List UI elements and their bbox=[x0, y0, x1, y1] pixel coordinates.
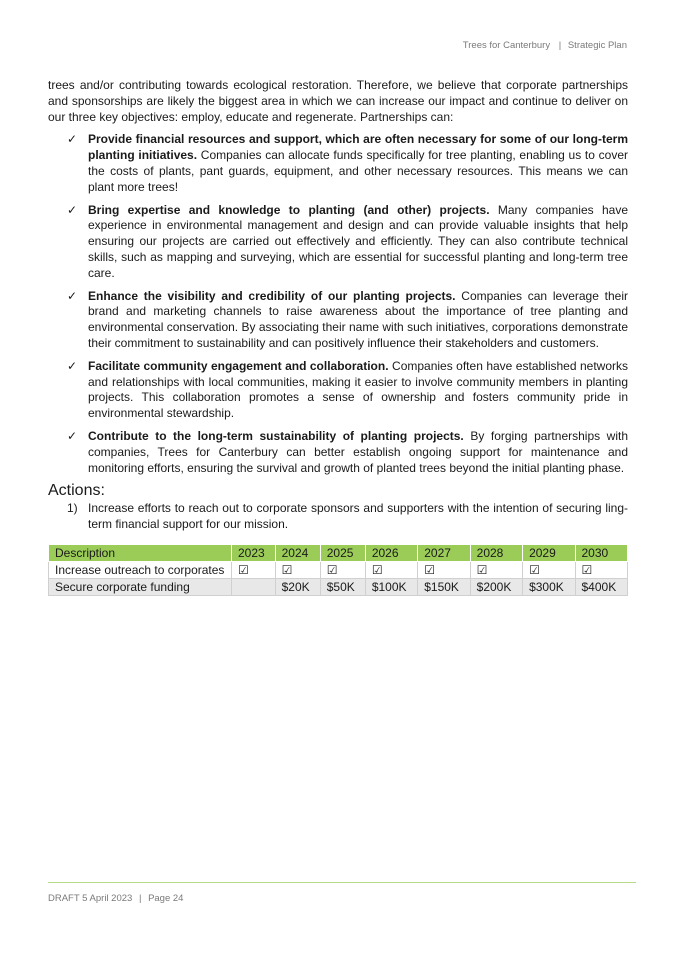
checkbox-icon: ☑ bbox=[418, 561, 470, 578]
table-cell: Increase outreach to corporates bbox=[49, 561, 232, 578]
table-cell: $200K bbox=[470, 578, 522, 595]
checkbox-icon: ☑ bbox=[232, 561, 276, 578]
table-cell: $300K bbox=[523, 578, 575, 595]
table-cell: $50K bbox=[320, 578, 365, 595]
page-header bbox=[463, 40, 627, 51]
checkmark-icon: ✓ bbox=[67, 358, 78, 373]
page-content bbox=[48, 78, 628, 596]
bullet-text: Companies can allocate funds specifically for tree planting, enabling us to cover the costs of plants, pant guards, equipment, and other necessary resources. This means we can plant more trees! bbox=[88, 148, 628, 194]
table-cell bbox=[232, 578, 276, 595]
bullet-text: By forging partnerships with companies, Trees for Canterbury can better establish ongoing support for maintenance and monitoring efforts, ensuring the survival and growth of planted trees beyond the initial planting phase. bbox=[88, 428, 629, 475]
table-header-cell: Description bbox=[49, 544, 232, 561]
list-item bbox=[48, 501, 628, 533]
bullet-bold: Enhance the visibility and credibility of our planting projects. bbox=[88, 288, 456, 303]
table-header-cell: 2026 bbox=[365, 544, 417, 561]
table-cell: $100K bbox=[365, 578, 417, 595]
checkbox-icon: ☑ bbox=[275, 561, 320, 578]
header-org: Trees for Canterbury bbox=[462, 40, 551, 51]
footer-draft-date: DRAFT 5 April 2023 bbox=[48, 893, 133, 904]
checkmark-icon: ✓ bbox=[67, 132, 78, 147]
bullet-text: Companies can leverage their brand and marketing channels to raise awareness about the importance of tree planting and environmental conservation. By associating their name with such initiatives, corporations demonstrate their commitment to sustainability and can positively influence their stakeholders and customers. bbox=[88, 288, 628, 350]
list-item bbox=[48, 289, 628, 352]
action-text: Increase efforts to reach out to corporate sponsors and supporters with the intention of securing ling-term financial support for our mission. bbox=[88, 501, 628, 531]
table-header-cell: 2027 bbox=[418, 544, 470, 561]
checkbox-icon: ☑ bbox=[365, 561, 417, 578]
checkbox-icon: ☑ bbox=[470, 561, 522, 578]
actions-table bbox=[48, 544, 628, 596]
list-item bbox=[48, 359, 628, 422]
table-header-cell: 2030 bbox=[575, 544, 628, 561]
table-cell: $20K bbox=[275, 578, 320, 595]
list-item bbox=[48, 132, 628, 195]
table-header-cell: 2024 bbox=[275, 544, 320, 561]
checkbox-icon: ☑ bbox=[320, 561, 365, 578]
checkbox-icon: ☑ bbox=[523, 561, 575, 578]
actions-list bbox=[48, 501, 628, 533]
table-cell: $150K bbox=[418, 578, 470, 595]
action-number: 1) bbox=[67, 501, 78, 516]
footer-page-number: Page 24 bbox=[148, 893, 184, 904]
checkbox-icon: ☑ bbox=[575, 561, 628, 578]
bullet-bold: Facilitate community engagement and collaboration. bbox=[88, 358, 389, 373]
partnership-benefits-list bbox=[48, 132, 628, 476]
actions-heading: Actions: bbox=[48, 482, 105, 500]
footer-separator: | bbox=[138, 893, 142, 904]
table-cell: $400K bbox=[575, 578, 628, 595]
checkmark-icon: ✓ bbox=[67, 288, 78, 303]
table-cell: Secure corporate funding bbox=[49, 578, 232, 595]
bullet-text: Many companies have experience in environmental management and design and can provide valuable insights that help ensuring our projects are carried out effectively and efficiently. They can also contribute technical skills, such as mapping and surveying, which are essential for successful planting and long-term tree care. bbox=[88, 202, 628, 280]
table-header-cell: 2023 bbox=[232, 544, 276, 561]
intro-paragraph: trees and/or contributing towards ecological restoration. Therefore, we believe that corporate partnerships and sponsorships are likely the biggest area in which we can increase our impact and continue to deliver on our three key objectives: employ, educate and regenerate. Partnerships can: bbox=[48, 78, 628, 124]
bullet-bold: Bring expertise and knowledge to planting (and other) projects. bbox=[88, 202, 490, 217]
bullet-bold: Contribute to the long-term sustainability of planting projects. bbox=[88, 428, 464, 443]
list-item bbox=[48, 429, 628, 476]
header-separator: | bbox=[558, 40, 562, 51]
table-header-row bbox=[49, 544, 628, 561]
table-header-cell: 2025 bbox=[320, 544, 365, 561]
header-doc-title: Strategic Plan bbox=[567, 40, 627, 51]
bullet-text: Companies often have established networks and relationships with local communities, making it easier to involve community members in planting projects. This collaboration promotes a sense of ownership and fosters community pride in environmental stewardship. bbox=[88, 358, 628, 421]
table-row bbox=[49, 578, 628, 595]
bullet-bold: Provide financial resources and support, which are often necessary for some of our long-term planting initiatives. bbox=[88, 132, 628, 163]
table-header-cell: 2029 bbox=[523, 544, 575, 561]
table-header-cell: 2028 bbox=[470, 544, 522, 561]
checkmark-icon: ✓ bbox=[67, 428, 78, 443]
table-row bbox=[49, 561, 628, 578]
list-item bbox=[48, 203, 628, 282]
page-footer bbox=[48, 893, 183, 904]
footer-divider bbox=[48, 882, 636, 883]
checkmark-icon: ✓ bbox=[67, 202, 78, 217]
